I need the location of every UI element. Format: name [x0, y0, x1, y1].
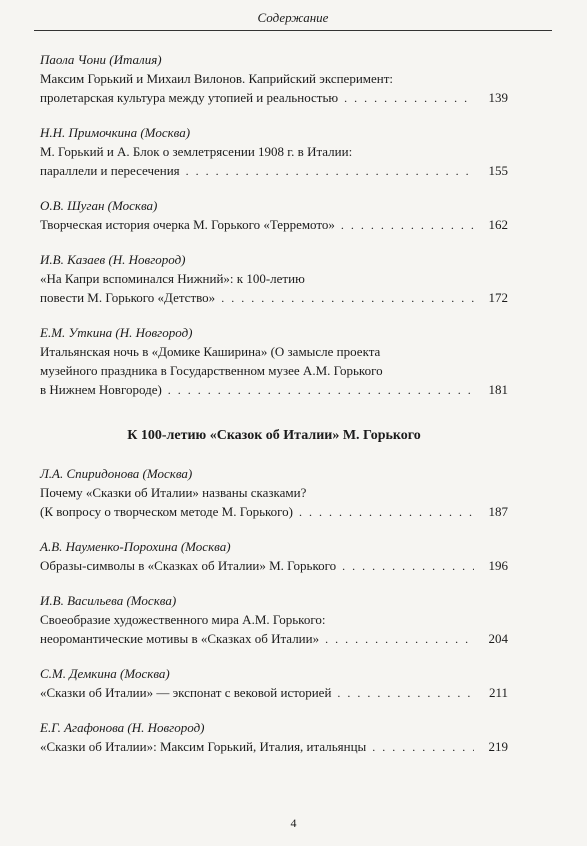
- entry-title-final-line: [40, 737, 508, 757]
- entry-author: Л.А. Спиридонова (Москва): [40, 466, 193, 481]
- entry-author: А.В. Науменко-Порохина (Москва): [40, 539, 231, 554]
- entry-title-final-line: [40, 380, 508, 400]
- entry-title-line: музейного праздника в Государственном музее А.М. Горького: [40, 363, 383, 378]
- entry-title-line: «На Капри вспоминался Нижний»: к 100-летию: [40, 271, 305, 286]
- entry-title-final-line: [40, 502, 508, 522]
- entry-title-text: «Сказки об Италии»: Максим Горький, Италия, итальянцы: [40, 739, 367, 754]
- toc-entry: [40, 196, 508, 235]
- entry-author: С.М. Демкина (Москва): [40, 666, 170, 681]
- entry-page-number: 204: [488, 631, 508, 646]
- entry-title-final-line: [40, 288, 508, 308]
- toc-entry: [40, 50, 508, 108]
- toc-entry: [40, 591, 508, 649]
- entry-author: И.В. Васильева (Москва): [40, 593, 177, 608]
- dot-leader: [344, 89, 474, 108]
- entry-title-text: «Сказки об Италии» — экспонат с вековой историей: [40, 685, 332, 700]
- entry-title-line: Итальянская ночь в «Домике Каширина» (О замысле проекта: [40, 344, 381, 359]
- entry-title-text: пролетарская культура между утопией и реальностью: [40, 90, 339, 105]
- entry-title-text: в Нижнем Новгороде): [40, 382, 162, 397]
- entry-title-text: неоромантические мотивы в «Сказках об Италии»: [40, 631, 320, 646]
- header-rule: [34, 30, 552, 31]
- entry-page-number: 172: [488, 290, 508, 305]
- section-heading: К 100-летию «Сказок об Италии» М. Горького: [127, 428, 421, 443]
- toc-group-1: [40, 50, 508, 400]
- entry-title-line: Почему «Сказки об Италии» названы сказками?: [40, 485, 307, 500]
- dot-leader: [341, 216, 474, 235]
- dot-leader: [342, 557, 474, 576]
- entry-author: Паола Чони (Италия): [40, 52, 162, 67]
- toc-entry: [40, 537, 508, 576]
- page-number: 4: [290, 816, 297, 830]
- entry-page-number: 187: [488, 504, 508, 519]
- entry-title-text: Образы-символы в «Сказках об Италии» М. Горького: [40, 558, 337, 573]
- dot-leader: [299, 503, 474, 522]
- toc-entry: [40, 250, 508, 308]
- entry-title-final-line: [40, 556, 508, 576]
- dot-leader: [372, 738, 474, 757]
- entry-title-final-line: [40, 683, 508, 703]
- entry-page-number: 181: [488, 382, 508, 397]
- entry-page-number: 219: [488, 739, 508, 754]
- entry-page-number: 196: [488, 558, 508, 573]
- entry-title-line: Максим Горький и Михаил Вилонов. Каприйский эксперимент:: [40, 71, 394, 86]
- dot-leader: [186, 162, 474, 181]
- entry-author: Н.Н. Примочкина (Москва): [40, 125, 191, 140]
- entry-author: И.В. Казаев (Н. Новгород): [40, 252, 186, 267]
- dot-leader: [221, 289, 474, 308]
- entry-author: Е.Г. Агафонова (Н. Новгород): [40, 720, 205, 735]
- entry-author: О.В. Шуган (Москва): [40, 198, 158, 213]
- entry-title-final-line: [40, 215, 508, 235]
- entry-title-line: Своеобразие художественного мира А.М. Горького:: [40, 612, 326, 627]
- entry-title-text: повести М. Горького «Детство»: [40, 290, 216, 305]
- entry-author: Е.М. Уткина (Н. Новгород): [40, 325, 193, 340]
- entry-page-number: 211: [488, 685, 508, 700]
- entry-title-final-line: [40, 88, 508, 108]
- toc-entry: [40, 664, 508, 703]
- entry-title-text: (К вопросу о творческом методе М. Горького): [40, 504, 293, 519]
- entry-page-number: 155: [488, 163, 508, 178]
- entry-page-number: 162: [488, 217, 508, 232]
- toc-entry: [40, 323, 508, 400]
- entry-page-number: 139: [488, 90, 508, 105]
- dot-leader: [337, 684, 474, 703]
- dot-leader: [168, 381, 474, 400]
- entry-title-text: параллели и пересечения: [40, 163, 180, 178]
- toc-group-2: [40, 464, 508, 757]
- running-header: Содержание: [257, 10, 329, 25]
- toc-entries: [40, 50, 508, 772]
- entry-title-final-line: [40, 161, 508, 181]
- entry-title-line: М. Горький и А. Блок о землетрясении 1908 г. в Италии:: [40, 144, 353, 159]
- toc-entry: [40, 123, 508, 181]
- entry-title-final-line: [40, 629, 508, 649]
- toc-entry: [40, 718, 508, 757]
- entry-title-text: Творческая история очерка М. Горького «Терремото»: [40, 217, 335, 232]
- dot-leader: [325, 630, 474, 649]
- toc-entry: [40, 464, 508, 522]
